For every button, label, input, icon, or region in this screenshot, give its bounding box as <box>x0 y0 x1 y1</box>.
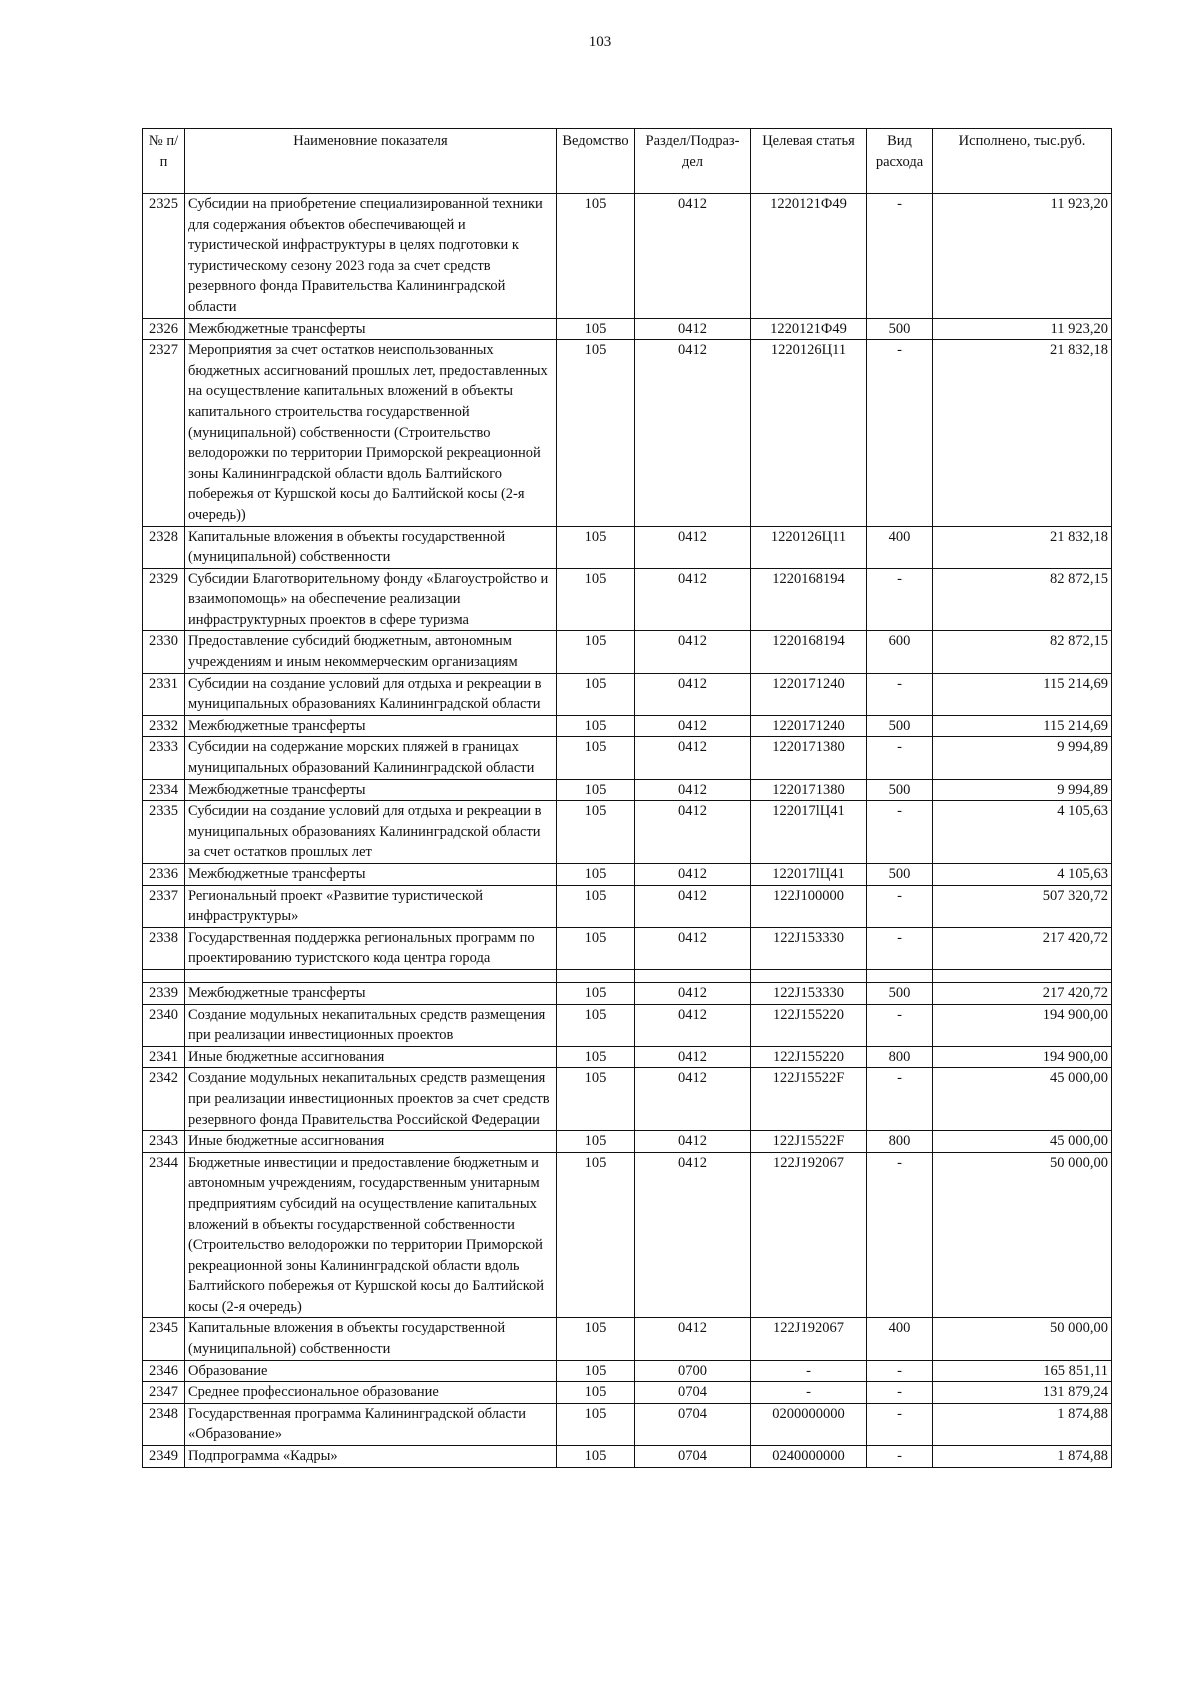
row-number: 2330 <box>143 631 185 673</box>
row-name: Межбюджетные трансферты <box>185 715 557 737</box>
row-name: Государственная программа Калининградской области «Образование» <box>185 1403 557 1445</box>
row-sum: 115 214,69 <box>933 715 1112 737</box>
row-celevaya: 1220126Ц11 <box>751 526 867 568</box>
row-razdel: 0704 <box>635 1382 751 1404</box>
table-row <box>143 526 1112 568</box>
row-razdel: 0412 <box>635 1152 751 1318</box>
row-name: Иные бюджетные ассигнования <box>185 1046 557 1068</box>
row-name: Субсидии Благотворительному фонду «Благоустройство и взаимопомощь» на обеспечение реализации инфраструктурных проектов в сфере туризма <box>185 568 557 631</box>
spacer-cell <box>751 969 867 982</box>
row-name: Субсидии на создание условий для отдыха и рекреации в муниципальных образованиях Калининградской области <box>185 673 557 715</box>
row-vid: - <box>867 801 933 864</box>
row-vedomstvo: 105 <box>557 715 635 737</box>
row-razdel: 0412 <box>635 194 751 319</box>
row-vedomstvo: 105 <box>557 1446 635 1468</box>
row-celevaya: 122J100000 <box>751 885 867 927</box>
table-row <box>143 885 1112 927</box>
row-celevaya: - <box>751 1360 867 1382</box>
row-celevaya: 122J153330 <box>751 927 867 969</box>
row-name: Подпрограмма «Кадры» <box>185 1446 557 1468</box>
row-celevaya: 122J155220 <box>751 1046 867 1068</box>
row-celevaya: 1220171240 <box>751 715 867 737</box>
row-vid: - <box>867 885 933 927</box>
row-sum: 9 994,89 <box>933 737 1112 779</box>
budget-table <box>142 128 1112 1468</box>
table-row <box>143 1318 1112 1360</box>
row-name: Региональный проект «Развитие туристической инфраструктуры» <box>185 885 557 927</box>
row-vedomstvo: 105 <box>557 318 635 340</box>
row-celevaya: 1220121Ф49 <box>751 318 867 340</box>
table-row <box>143 715 1112 737</box>
row-name: Бюджетные инвестиции и предоставление бюджетным и автономным учреждениям, государственным унитарным предприятиям субсидий на осуществление капитальных вложений в объекты государственной собственности (Строительство велодорожки по территории Приморской рекреационной зоны Калининградской области вдоль Балтийского побережья от Куршской косы до Балтийской косы (2-я очередь) <box>185 1152 557 1318</box>
row-razdel: 0412 <box>635 673 751 715</box>
row-sum: 11 923,20 <box>933 318 1112 340</box>
page-number: 103 <box>588 34 612 50</box>
row-vid: - <box>867 1360 933 1382</box>
row-celevaya: 122J153330 <box>751 982 867 1004</box>
row-vedomstvo: 105 <box>557 1360 635 1382</box>
row-razdel: 0412 <box>635 340 751 526</box>
table-row <box>143 1403 1112 1445</box>
row-number: 2343 <box>143 1131 185 1153</box>
row-number: 2342 <box>143 1068 185 1131</box>
row-celevaya: 122J155220 <box>751 1004 867 1046</box>
table-row <box>143 1131 1112 1153</box>
row-vid: 500 <box>867 982 933 1004</box>
row-sum: 45 000,00 <box>933 1068 1112 1131</box>
row-number: 2326 <box>143 318 185 340</box>
table-row <box>143 927 1112 969</box>
row-number: 2328 <box>143 526 185 568</box>
spacer-cell <box>185 969 557 982</box>
row-vid: - <box>867 737 933 779</box>
row-vid: - <box>867 1403 933 1445</box>
row-celevaya: 0200000000 <box>751 1403 867 1445</box>
row-number: 2332 <box>143 715 185 737</box>
row-razdel: 0412 <box>635 801 751 864</box>
row-sum: 115 214,69 <box>933 673 1112 715</box>
row-vedomstvo: 105 <box>557 568 635 631</box>
row-number: 2341 <box>143 1046 185 1068</box>
row-name: Создание модульных некапитальных средств размещения при реализации инвестиционных проектов за счет средств резервного фонда Правительства Российской Федерации <box>185 1068 557 1131</box>
row-vid: - <box>867 1068 933 1131</box>
row-vid: 400 <box>867 1318 933 1360</box>
row-sum: 50 000,00 <box>933 1318 1112 1360</box>
row-razdel: 0704 <box>635 1446 751 1468</box>
row-number: 2346 <box>143 1360 185 1382</box>
row-vid: - <box>867 1382 933 1404</box>
row-razdel: 0704 <box>635 1403 751 1445</box>
row-vedomstvo: 105 <box>557 1403 635 1445</box>
row-celevaya: - <box>751 1382 867 1404</box>
row-celevaya: 1220171240 <box>751 673 867 715</box>
row-sum: 1 874,88 <box>933 1403 1112 1445</box>
row-celevaya: 122J15522F <box>751 1131 867 1153</box>
row-razdel: 0412 <box>635 927 751 969</box>
row-sum: 194 900,00 <box>933 1046 1112 1068</box>
row-vedomstvo: 105 <box>557 1152 635 1318</box>
row-sum: 165 851,11 <box>933 1360 1112 1382</box>
table-row <box>143 1046 1112 1068</box>
row-name: Субсидии на создание условий для отдыха и рекреации в муниципальных образованиях Калининградской области за счет остатков прошлых лет <box>185 801 557 864</box>
row-celevaya: 1220121Ф49 <box>751 194 867 319</box>
table-row <box>143 779 1112 801</box>
table-row <box>143 737 1112 779</box>
row-razdel: 0412 <box>635 864 751 886</box>
row-sum: 4 105,63 <box>933 801 1112 864</box>
row-sum: 11 923,20 <box>933 194 1112 319</box>
row-vid: 500 <box>867 318 933 340</box>
row-sum: 50 000,00 <box>933 1152 1112 1318</box>
row-vid: 500 <box>867 779 933 801</box>
row-number: 2347 <box>143 1382 185 1404</box>
table-row <box>143 340 1112 526</box>
row-name: Субсидии на содержание морских пляжей в границах муниципальных образований Калининградской области <box>185 737 557 779</box>
row-vedomstvo: 105 <box>557 864 635 886</box>
row-celevaya: 1220168194 <box>751 631 867 673</box>
table-row-spacer <box>143 969 1112 982</box>
header-name: Наименовние показателя <box>185 129 557 194</box>
header-vid: Вид расхода <box>867 129 933 194</box>
row-razdel: 0412 <box>635 779 751 801</box>
row-sum: 1 874,88 <box>933 1446 1112 1468</box>
table-body <box>143 194 1112 1468</box>
row-vedomstvo: 105 <box>557 526 635 568</box>
row-celevaya: 1220171380 <box>751 737 867 779</box>
row-vid: - <box>867 194 933 319</box>
row-name: Иные бюджетные ассигнования <box>185 1131 557 1153</box>
row-vedomstvo: 105 <box>557 779 635 801</box>
table-row <box>143 318 1112 340</box>
table-row <box>143 568 1112 631</box>
row-vid: - <box>867 673 933 715</box>
row-razdel: 0412 <box>635 885 751 927</box>
row-razdel: 0412 <box>635 318 751 340</box>
row-name: Мероприятия за счет остатков неиспользованных бюджетных ассигнований прошлых лет, предоставленных на осуществление капитальных вложений в объекты капитального строительства государственной (муниципальной) собственности (Строительство велодорожки по территории Приморской рекреационной зоны Калининградской области вдоль Балтийского побережья от Куршской косы до Балтийской косы (2-я очередь)) <box>185 340 557 526</box>
row-vid: 800 <box>867 1046 933 1068</box>
row-name: Капитальные вложения в объекты государственной (муниципальной) собственности <box>185 1318 557 1360</box>
row-vid: - <box>867 340 933 526</box>
row-name: Среднее профессиональное образование <box>185 1382 557 1404</box>
table-row <box>143 801 1112 864</box>
row-vedomstvo: 105 <box>557 737 635 779</box>
table-row <box>143 1004 1112 1046</box>
row-vid: - <box>867 1446 933 1468</box>
table-header-row <box>143 129 1112 194</box>
row-sum: 507 320,72 <box>933 885 1112 927</box>
table-row <box>143 194 1112 319</box>
row-vid: - <box>867 1004 933 1046</box>
row-vedomstvo: 105 <box>557 673 635 715</box>
table-row <box>143 1382 1112 1404</box>
row-vedomstvo: 105 <box>557 801 635 864</box>
row-vedomstvo: 105 <box>557 1046 635 1068</box>
row-razdel: 0412 <box>635 1131 751 1153</box>
row-number: 2348 <box>143 1403 185 1445</box>
row-razdel: 0412 <box>635 1046 751 1068</box>
table-row <box>143 1068 1112 1131</box>
row-name: Образование <box>185 1360 557 1382</box>
row-number: 2336 <box>143 864 185 886</box>
row-sum: 217 420,72 <box>933 927 1112 969</box>
row-celevaya: 1220171380 <box>751 779 867 801</box>
row-vedomstvo: 105 <box>557 1068 635 1131</box>
row-razdel: 0412 <box>635 982 751 1004</box>
row-vedomstvo: 105 <box>557 1004 635 1046</box>
row-name: Межбюджетные трансферты <box>185 982 557 1004</box>
row-name: Капитальные вложения в объекты государственной (муниципальной) собственности <box>185 526 557 568</box>
row-vedomstvo: 105 <box>557 340 635 526</box>
row-celevaya: 1220168194 <box>751 568 867 631</box>
row-sum: 82 872,15 <box>933 568 1112 631</box>
row-sum: 21 832,18 <box>933 526 1112 568</box>
row-celevaya: 122J15522F <box>751 1068 867 1131</box>
row-name: Государственная поддержка региональных программ по проектированию туристского кода центра города <box>185 927 557 969</box>
row-vid: 500 <box>867 864 933 886</box>
row-celevaya: 122J192067 <box>751 1318 867 1360</box>
row-number: 2345 <box>143 1318 185 1360</box>
row-vid: - <box>867 1152 933 1318</box>
row-razdel: 0700 <box>635 1360 751 1382</box>
table-row <box>143 1152 1112 1318</box>
row-razdel: 0412 <box>635 631 751 673</box>
header-sum: Исполнено, тыс.руб. <box>933 129 1112 194</box>
table-row <box>143 673 1112 715</box>
row-number: 2338 <box>143 927 185 969</box>
row-name: Создание модульных некапитальных средств размещения при реализации инвестиционных проектов <box>185 1004 557 1046</box>
table-row <box>143 1446 1112 1468</box>
row-vedomstvo: 105 <box>557 927 635 969</box>
row-celevaya: 1220126Ц11 <box>751 340 867 526</box>
row-sum: 194 900,00 <box>933 1004 1112 1046</box>
header-num: № п/п <box>143 129 185 194</box>
header-celevaya: Целевая статья <box>751 129 867 194</box>
row-sum: 21 832,18 <box>933 340 1112 526</box>
row-number: 2339 <box>143 982 185 1004</box>
row-number: 2331 <box>143 673 185 715</box>
row-name: Субсидии на приобретение специализированной техники для содержания объектов обеспечивающей и туристической инфраструктуры в целях подготовки к туристическому сезону 2023 года за счет средств резервного фонда Правительства Калининградской области <box>185 194 557 319</box>
row-vid: 800 <box>867 1131 933 1153</box>
row-number: 2333 <box>143 737 185 779</box>
row-vedomstvo: 105 <box>557 1382 635 1404</box>
table-row <box>143 864 1112 886</box>
table-row <box>143 631 1112 673</box>
row-name: Межбюджетные трансферты <box>185 779 557 801</box>
row-vedomstvo: 105 <box>557 885 635 927</box>
spacer-cell <box>143 969 185 982</box>
row-vid: 400 <box>867 526 933 568</box>
row-name: Межбюджетные трансферты <box>185 318 557 340</box>
row-number: 2334 <box>143 779 185 801</box>
row-vid: 600 <box>867 631 933 673</box>
row-vid: - <box>867 568 933 631</box>
row-celevaya: 122017lЦ41 <box>751 864 867 886</box>
row-razdel: 0412 <box>635 715 751 737</box>
row-razdel: 0412 <box>635 1318 751 1360</box>
row-vid: 500 <box>867 715 933 737</box>
row-razdel: 0412 <box>635 1004 751 1046</box>
row-razdel: 0412 <box>635 1068 751 1131</box>
header-razdel: Раздел/Подраз-дел <box>635 129 751 194</box>
row-vedomstvo: 105 <box>557 631 635 673</box>
row-vedomstvo: 105 <box>557 1131 635 1153</box>
row-sum: 45 000,00 <box>933 1131 1112 1153</box>
row-name: Межбюджетные трансферты <box>185 864 557 886</box>
row-razdel: 0412 <box>635 737 751 779</box>
row-number: 2329 <box>143 568 185 631</box>
row-vedomstvo: 105 <box>557 194 635 319</box>
row-vedomstvo: 105 <box>557 982 635 1004</box>
header-vedomstvo: Ведомство <box>557 129 635 194</box>
row-razdel: 0412 <box>635 526 751 568</box>
row-sum: 82 872,15 <box>933 631 1112 673</box>
row-number: 2337 <box>143 885 185 927</box>
row-vedomstvo: 105 <box>557 1318 635 1360</box>
table-row <box>143 982 1112 1004</box>
row-number: 2327 <box>143 340 185 526</box>
row-number: 2340 <box>143 1004 185 1046</box>
spacer-cell <box>635 969 751 982</box>
row-number: 2349 <box>143 1446 185 1468</box>
spacer-cell <box>867 969 933 982</box>
row-celevaya: 122017lЦ41 <box>751 801 867 864</box>
row-sum: 131 879,24 <box>933 1382 1112 1404</box>
row-number: 2335 <box>143 801 185 864</box>
row-sum: 9 994,89 <box>933 779 1112 801</box>
row-razdel: 0412 <box>635 568 751 631</box>
row-celevaya: 0240000000 <box>751 1446 867 1468</box>
row-sum: 217 420,72 <box>933 982 1112 1004</box>
row-sum: 4 105,63 <box>933 864 1112 886</box>
spacer-cell <box>557 969 635 982</box>
spacer-cell <box>933 969 1112 982</box>
row-number: 2344 <box>143 1152 185 1318</box>
row-vid: - <box>867 927 933 969</box>
row-name: Предоставление субсидий бюджетным, автономным учреждениям и иным некоммерческим организациям <box>185 631 557 673</box>
row-celevaya: 122J192067 <box>751 1152 867 1318</box>
row-number: 2325 <box>143 194 185 319</box>
table-row <box>143 1360 1112 1382</box>
